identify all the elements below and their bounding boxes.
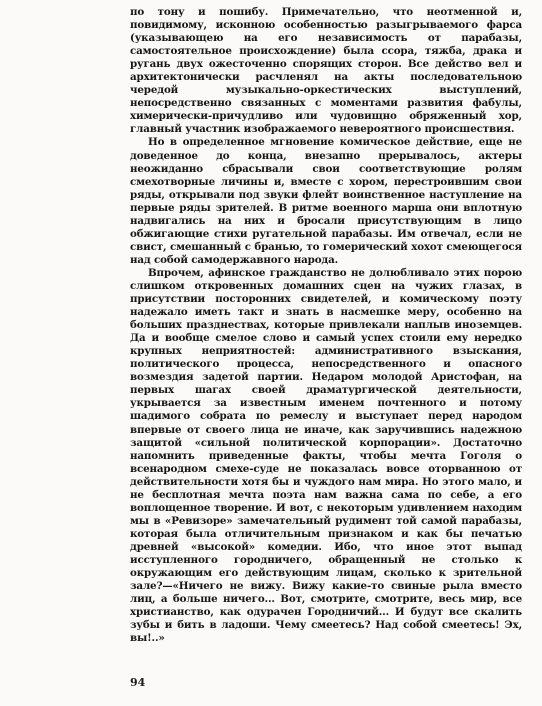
- page-number: 94: [130, 676, 146, 689]
- paragraph-3: Впрочем, афинское гражданство не долюбливало этих порою слишком откровенных домашних сцен на чужих глазах, в присутствии посторонних свидетелей, и комическому поэту надежало иметь такт и знать в насмешке меру, особенно на больших празднествах, которые привлекали наплыв иноземцев. Да и вообще смелое слово и самый успех стоили ему нередко крупных неприятностей: административного взыскания, политического процесса, непосредственного и опасного возмездия задетой партии. Недаром молодой Аристофан, на первых шагах своей драматургической деятельности, укрывается за известным именем почтенного и потому шадимого собрата по ремеслу и выступает перед народом впервые от своего лица не иначе, как заручившись надежною защитой «сильной политической корпорации». Достаточно напомнить приведенные факты, чтобы мечта Гоголя о всенародном смехе-суде не показалась вовсе оторванною от действительности хотя бы и чуждого нам мира. Но этого мало, и не бесплотная мечта поэта нам важна сама по себе, а его воплощенное творение. И вот, с некоторым удивлением находим мы в «Ревизоре» замечательный рудимент той самой парабазы, которая была отличительным признаком и как бы печатью древней «высокой» комедии. Ибо, что иное этот выпад исступленного городничего, обращенный не столько к окружающим его действующим лицам, сколько к зрительной зале?—«Ничего не вижу. Вижу какие-то свиные рыла вместо лиц, а больше ничего... Вот, смотрите, смотрите, весь мир, все христианство, как одурачен Городничий... И будут все скалить зубы и бить в ладоши. Чему смеетесь? Над собой смеетесь! Эх, вы!..»: [130, 266, 522, 645]
- paragraph-1: по тону и пошибу. Примечательно, что неотменной и, повидимому, исконною особенностью разыгрываемого фарса (указывающею на его независимость от парабазы, самостоятельное происхождение) была ссора, тяжба, драка и ругань двух ожесточенно спорящих сторон. Все действо вел и архитектонически расчленял на акты последовательною чередой музыкально-оркестических выступлений, непосредственно связанных с моментами развития фабулы, химерически-причудливо или чудовищно обряженный хор, главный участник изображаемого невероятного происшествия.: [130, 6, 522, 136]
- body-text: [130, 6, 522, 645]
- paragraph-2: Но в определенное мгновение комическое действие, еще не доведенное до конца, внезапно прерывалось, актеры неожиданно сбрасывали свои соответствующие ролям смехотворные личины и, вместе с хором, перестроившим свои ряды, открывали под звуки флейт воинственное наступление на первые ряды зрителей. В ритме военного марша они вплотную надвигались на них и бросали присутствующим в лицо обжигающие стихи ругательной парабазы. Им отвечал, если не свист, смешанный с бранью, то гомерический хохот смеющегося над собой самодержавного народа.: [130, 136, 522, 266]
